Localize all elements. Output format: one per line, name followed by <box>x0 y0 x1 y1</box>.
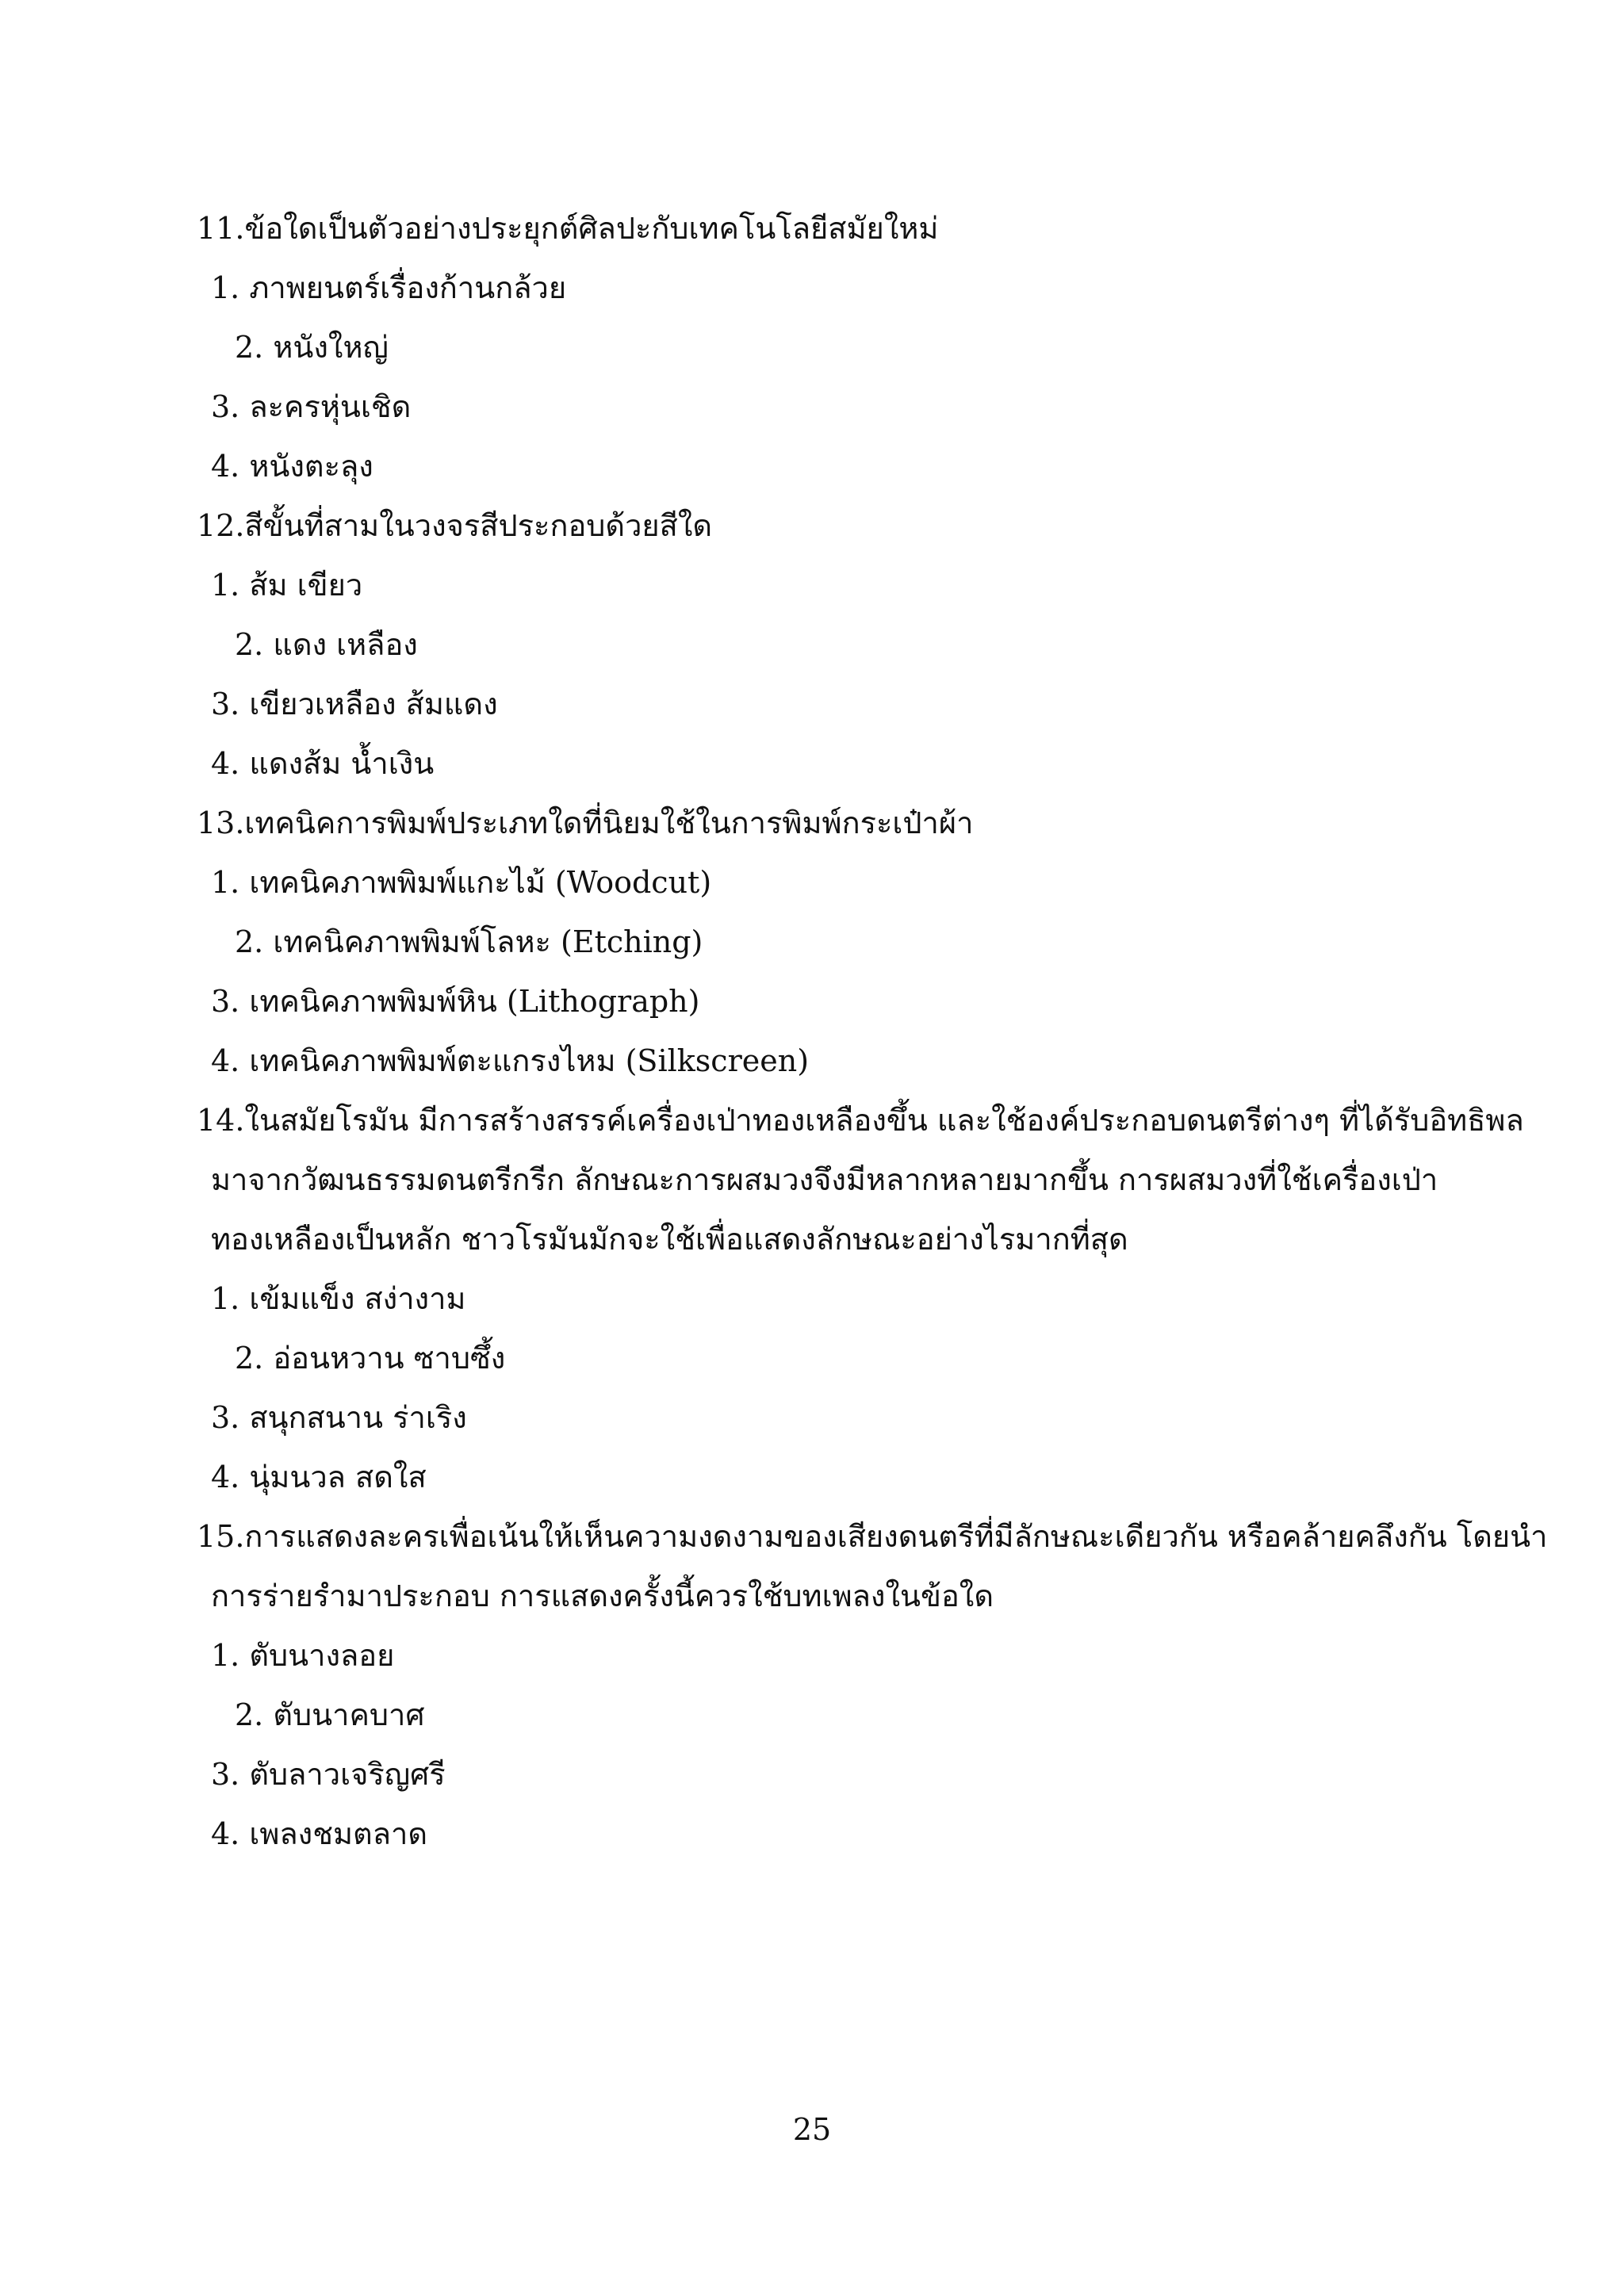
page-number: 25 <box>792 2112 832 2147</box>
question-13: 13.เทคนิคการพิมพ์ประเภทใดที่นิยมใช้ในการพิมพ์กระเป๋าผ้า <box>197 806 974 840</box>
question-14-option-4: 4. นุ่มนวล สดใส <box>211 1460 427 1494</box>
question-14-option-3: 3. สนุกสนาน ร่าเริง <box>211 1400 467 1435</box>
question-13-option-1: 1. เทคนิคภาพพิมพ์แกะไม้ (Woodcut) <box>211 865 712 900</box>
question-15-continued: การร่ายรำมาประกอบ การแสดงครั้งนี้ควรใช้บทเพลงในข้อใด <box>211 1578 994 1613</box>
question-13-option-2: 2. เทคนิคภาพพิมพ์โลหะ (Etching) <box>235 924 703 959</box>
question-12-option-4: 4. แดงส้ม น้ำเงิน <box>211 746 435 781</box>
question-13-option-4: 4. เทคนิคภาพพิมพ์ตะแกรงไหม (Silkscreen) <box>211 1043 810 1078</box>
question-11: 11.ข้อใดเป็นตัวอย่างประยุกต์ศิลปะกับเทคโนโลยีสมัยใหม่ <box>197 211 939 246</box>
question-15-option-4: 4. เพลงชมตลาด <box>211 1816 428 1851</box>
question-12-option-2: 2. แดง เหลือง <box>235 627 418 662</box>
question-14-option-1: 1. เข้มแข็ง สง่างาม <box>211 1281 466 1316</box>
question-11-option-1: 1. ภาพยนตร์เรื่องก้านกล้วย <box>211 270 567 305</box>
question-15-option-3: 3. ตับลาวเจริญศรี <box>211 1757 446 1792</box>
question-12-option-3: 3. เขียวเหลือง ส้มแดง <box>211 687 498 721</box>
question-15-option-1: 1. ตับนางลอย <box>211 1638 395 1673</box>
question-12-option-1: 1. ส้ม เขียว <box>211 568 363 603</box>
question-15: 15.การแสดงละครเพื่อเน้นให้เห็นความงดงามของเสียงดนตรีที่มีลักษณะเดียวกัน หรือคล้ายคลึงกัน โดยนำ <box>197 1519 1548 1554</box>
question-14: 14.ในสมัยโรมัน มีการสร้างสรรค์เครื่องเป่าทองเหลืองขึ้น และใช้องค์ประกอบดนตรีต่างๆ ที่ได้รับอิทธิพล <box>197 1103 1524 1138</box>
question-15-option-2: 2. ตับนาคบาศ <box>235 1697 425 1732</box>
question-14-option-2: 2. อ่อนหวาน ซาบซึ้ง <box>235 1341 506 1376</box>
question-11-option-3: 3. ละครหุ่นเชิด <box>211 389 412 424</box>
question-14-continued: มาจากวัฒนธรรมดนตรีกรีก ลักษณะการผสมวงจึงมีหลากหลายมากขึ้น การผสมวงที่ใช้เครื่องเป่า <box>211 1162 1438 1197</box>
question-14-continued: ทองเหลืองเป็นหลัก ชาวโรมันมักจะใช้เพื่อแสดงลักษณะอย่างไรมากที่สุด <box>211 1222 1128 1257</box>
question-11-option-4: 4. หนังตะลุง <box>211 449 373 484</box>
question-12: 12.สีขั้นที่สามในวงจรสีประกอบด้วยสีใด <box>197 508 713 543</box>
question-13-option-3: 3. เทคนิคภาพพิมพ์หิน (Lithograph) <box>211 984 700 1019</box>
question-11-option-2: 2. หนังใหญ่ <box>235 330 389 365</box>
